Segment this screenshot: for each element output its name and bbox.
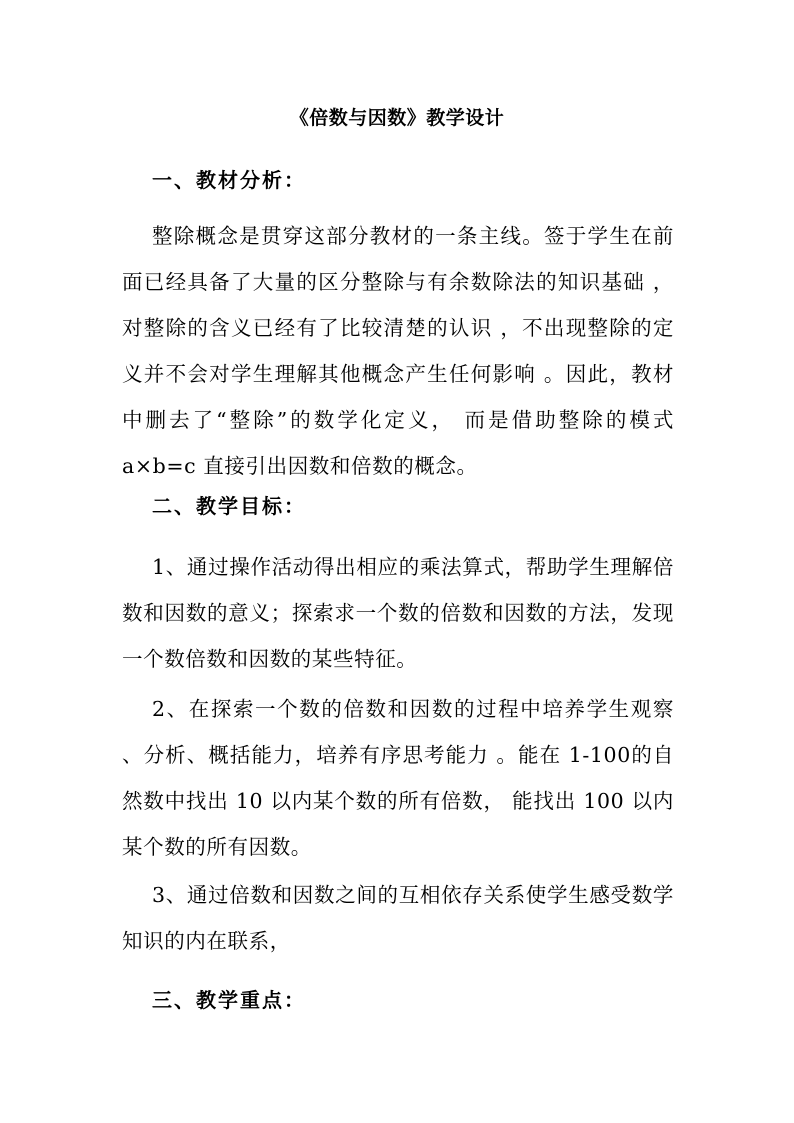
- section-heading-teaching-goals: 二、教学目标：: [152, 494, 306, 518]
- paragraph-goal-2: 2、在探索一个数的倍数和因数的过程中培养学生观察 、分析、概括能力，培养有序思考能力 。能在 1-100的自然数中找出 10 以内某个数的所有倍数， 能找出 100 以内某个数的所有因数。: [122, 697, 674, 859]
- section-heading-teaching-focus: 三、教学重点：: [152, 988, 306, 1012]
- document-title: 《倍数与因数》教学设计: [289, 107, 505, 129]
- paragraph-goal-3: 3、通过倍数和因数之间的互相依存关系使学生感受数学知识的内在联系，: [122, 883, 674, 953]
- paragraph-goal-1: 1、通过操作活动得出相应的乘法算式，帮助学生理解倍数和因数的意义；探索求一个数的倍数和因数的方法，发现一个数倍数和因数的某些特征。: [122, 555, 674, 671]
- section-heading-textbook-analysis: 一、教材分析：: [152, 168, 306, 192]
- paragraph-textbook-analysis: 整除概念是贯穿这部分教材的一条主线。签于学生在前面已经具备了大量的区分整除与有余数除法的知识基础 ，对整除的含义已经有了比较清楚的认识 ，不出现整除的定义并不会对学生理解其他概念产生任何影响 。因此，教材中删去了“整除”的数学化定义， 而是借助整除的模式 a×b=c 直接引出因数和倍数的概念。: [122, 224, 674, 478]
